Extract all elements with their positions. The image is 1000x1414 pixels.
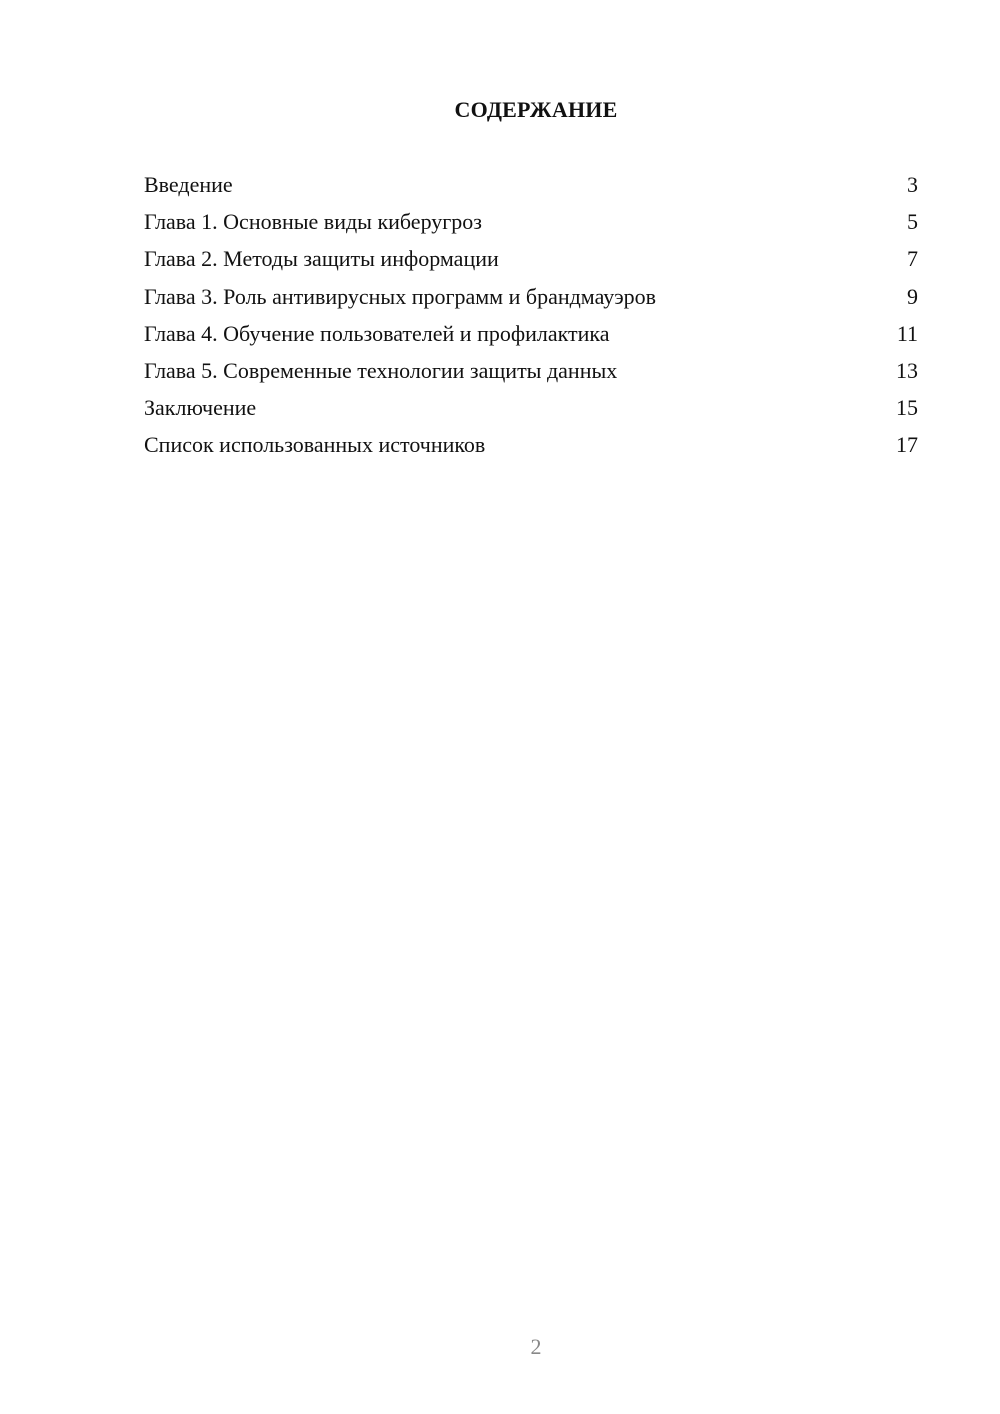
- toc-entry-page: 9: [907, 283, 918, 309]
- toc-entry-references: [144, 430, 918, 467]
- toc-entry-chapter-5: [144, 356, 918, 393]
- toc-entry-title: Заключение: [144, 395, 257, 421]
- toc-entry-title: Введение: [144, 172, 233, 197]
- toc-entry-conclusion: [144, 393, 918, 430]
- table-of-contents: [144, 170, 918, 468]
- toc-entry-title: Глава 4. Обучение пользователей и профилактика: [144, 320, 610, 346]
- toc-entry-page: 5: [907, 209, 918, 235]
- toc-entry-page: 11: [896, 320, 918, 346]
- toc-entry-title: Список использованных источников: [144, 432, 486, 458]
- toc-entry-page: 13: [896, 357, 918, 383]
- toc-entry-page: 17: [896, 432, 918, 458]
- toc-entry-chapter-4: [144, 319, 918, 356]
- toc-entry-title: Глава 3. Роль антивирусных программ и брандмауэров: [144, 283, 657, 309]
- toc-entry-page: 7: [907, 246, 918, 272]
- toc-entry-title: Глава 2. Методы защиты информации: [144, 246, 499, 272]
- toc-entry-chapter-2: [144, 244, 918, 281]
- page-number: 2: [530, 1334, 542, 1359]
- toc-entry-chapter-1: [144, 207, 918, 244]
- toc-entry-title: Глава 1. Основные виды киберугроз: [144, 209, 482, 235]
- toc-entry-introduction: [144, 170, 918, 207]
- page-title: СОДЕРЖАНИЕ: [454, 97, 618, 122]
- toc-entry-page: 3: [907, 172, 918, 197]
- toc-entry-title: Глава 5. Современные технологии защиты данных: [144, 357, 618, 383]
- toc-entry-page: 15: [896, 395, 918, 421]
- toc-entry-chapter-3: [144, 282, 918, 319]
